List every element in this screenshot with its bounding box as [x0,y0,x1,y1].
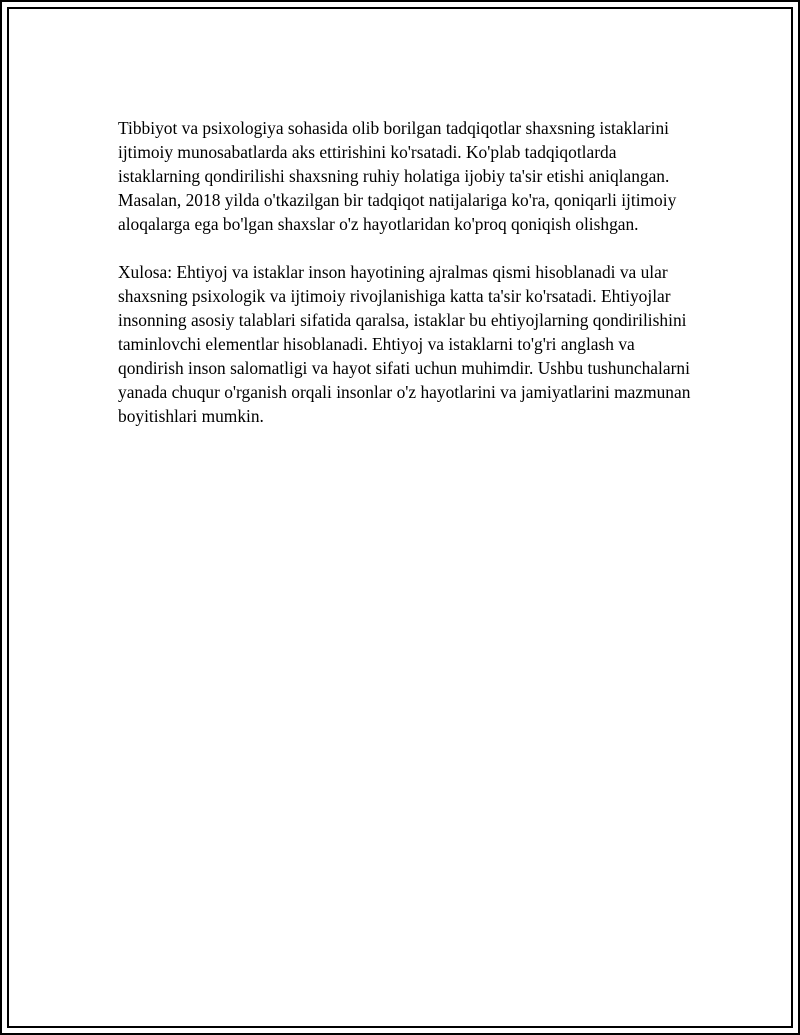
document-body [118,116,698,452]
paragraph-conclusion: Xulosa: Ehtiyoj va istaklar inson hayotining ajralmas qismi hisoblanadi va ular shaxsning psixologik va ijtimoiy rivojlanishiga katta ta'sir ko'rsatadi. Ehtiyojlar insonning asosiy talablari sifatida qaralsa, istaklar bu ehtiyojlarning qondirilishini taminlovchi elementlar hisoblanadi. Ehtiyoj va istaklarni to'g'ri anglash va qondirish inson salomatligi va hayot sifati uchun muhimdir. Ushbu tushunchalarni yanada chuqur o'rganish orqali insonlar o'z hayotlarini va jamiyatlarini mazmunan boyitishlari mumkin. [118,262,691,426]
paragraph-research: Tibbiyot va psixologiya sohasida olib borilgan tadqiqotlar shaxsning istaklarini ijtimoiy munosabatlarda aks ettirishini ko'rsatadi. Ko'plab tadqiqotlarda istaklarning qondirilishi shaxsning ruhiy holatiga ijobiy ta'sir etishi aniqlangan. Masalan, 2018 yilda o'tkazilgan bir tadqiqot natijalariga ko'ra, qoniqarli ijtimoiy aloqalarga ega bo'lgan shaxslar o'z hayotlaridan ko'proq qoniqish olishgan. [118,118,677,234]
